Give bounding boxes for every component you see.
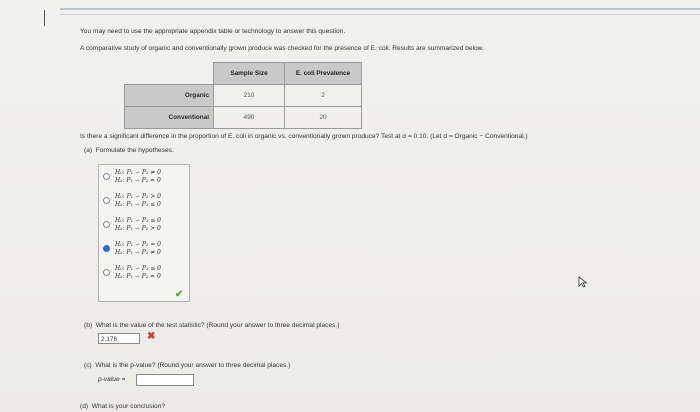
- question-text: Is there a significant difference in the proportion of E. coli in organic vs. conventionally grown produce? Test at α = 0.10. (Let d = Organic − Conventional.): [80, 133, 528, 140]
- table-row: [125, 107, 362, 129]
- x-icon: ✖: [147, 331, 156, 342]
- null-hypothesis: H₀: P₁ − P₂ > 0: [115, 193, 161, 200]
- part-c-prompt: [84, 362, 290, 369]
- part-b-prompt: [84, 322, 339, 329]
- part-a-question: Formulate the hypotheses.: [95, 147, 174, 154]
- alt-hypothesis: Hₐ: P₁ − P₂ = 0: [115, 273, 161, 280]
- part-c-label: (c): [84, 362, 92, 369]
- cell-organic-prevalence: 2: [285, 85, 362, 107]
- check-icon: ✔: [175, 289, 184, 300]
- alt-hypothesis: Hₐ: P₁ − P₂ ≤ 0: [115, 201, 161, 208]
- part-a-label: (a): [84, 147, 93, 154]
- part-d-prompt: [80, 403, 165, 410]
- null-hypothesis: H₀: P₁ − P₂ ≠ 0: [115, 169, 161, 176]
- p-value-label: p-value =: [98, 376, 126, 383]
- table-header-sample-size: Sample Size: [214, 63, 285, 85]
- part-d-label: (d): [80, 403, 89, 410]
- part-a-prompt: [84, 147, 174, 154]
- intro-text: A comparative study of organic and conventionally grown produce was checked for the presence of E. coli. Results are summarized below.: [80, 45, 484, 52]
- alt-hypothesis: Hₐ: P₁ − P₂ ≠ 0: [115, 249, 161, 256]
- cell-conventional-prevalence: 20: [285, 107, 362, 129]
- top-divider: [60, 8, 700, 10]
- p-value-input[interactable]: [136, 374, 194, 386]
- row-label-conventional: Conventional: [125, 107, 214, 129]
- summary-table: [124, 62, 362, 129]
- table-corner: [125, 63, 214, 85]
- radio-option-2[interactable]: [103, 197, 110, 204]
- instructions-text: You may need to use the appropriate appendix table or technology to answer this question.: [80, 28, 346, 35]
- alt-hypothesis: Hₐ: P₁ − P₂ = 0: [115, 177, 161, 184]
- part-b-label: (b): [84, 322, 93, 329]
- cell-organic-sample-size: 210: [214, 85, 285, 107]
- part-d-question: What is your conclusion?: [91, 403, 166, 410]
- text-cursor: [44, 10, 45, 26]
- table-header-prevalence: E. coli Prevalence: [285, 63, 362, 85]
- part-b-question: What is the value of the test statistic? (Round your answer to three decimal places.): [95, 322, 340, 329]
- part-c-question: What is the p-value? (Round your answer to three decimal places.): [95, 362, 291, 369]
- table-row: [125, 85, 362, 107]
- mouse-cursor-icon: [578, 276, 588, 288]
- radio-option-4-selected[interactable]: [103, 245, 110, 252]
- radio-option-3[interactable]: [103, 221, 110, 228]
- row-label-organic: Organic: [125, 85, 214, 107]
- test-statistic-input[interactable]: 2.176: [98, 333, 140, 344]
- alt-hypothesis: Hₐ: P₁ − P₂ > 0: [115, 225, 161, 232]
- cell-conventional-sample-size: 490: [214, 107, 285, 129]
- radio-option-5[interactable]: [103, 269, 110, 276]
- top-divider-secondary: [60, 14, 700, 15]
- radio-option-1[interactable]: [103, 173, 110, 180]
- null-hypothesis: H₀: P₁ − P₂ ≤ 0: [115, 265, 161, 272]
- null-hypothesis: H₀: P₁ − P₂ = 0: [115, 241, 161, 248]
- null-hypothesis: H₀: P₁ − P₂ ≤ 0: [115, 217, 161, 224]
- hypotheses-options: [98, 164, 190, 302]
